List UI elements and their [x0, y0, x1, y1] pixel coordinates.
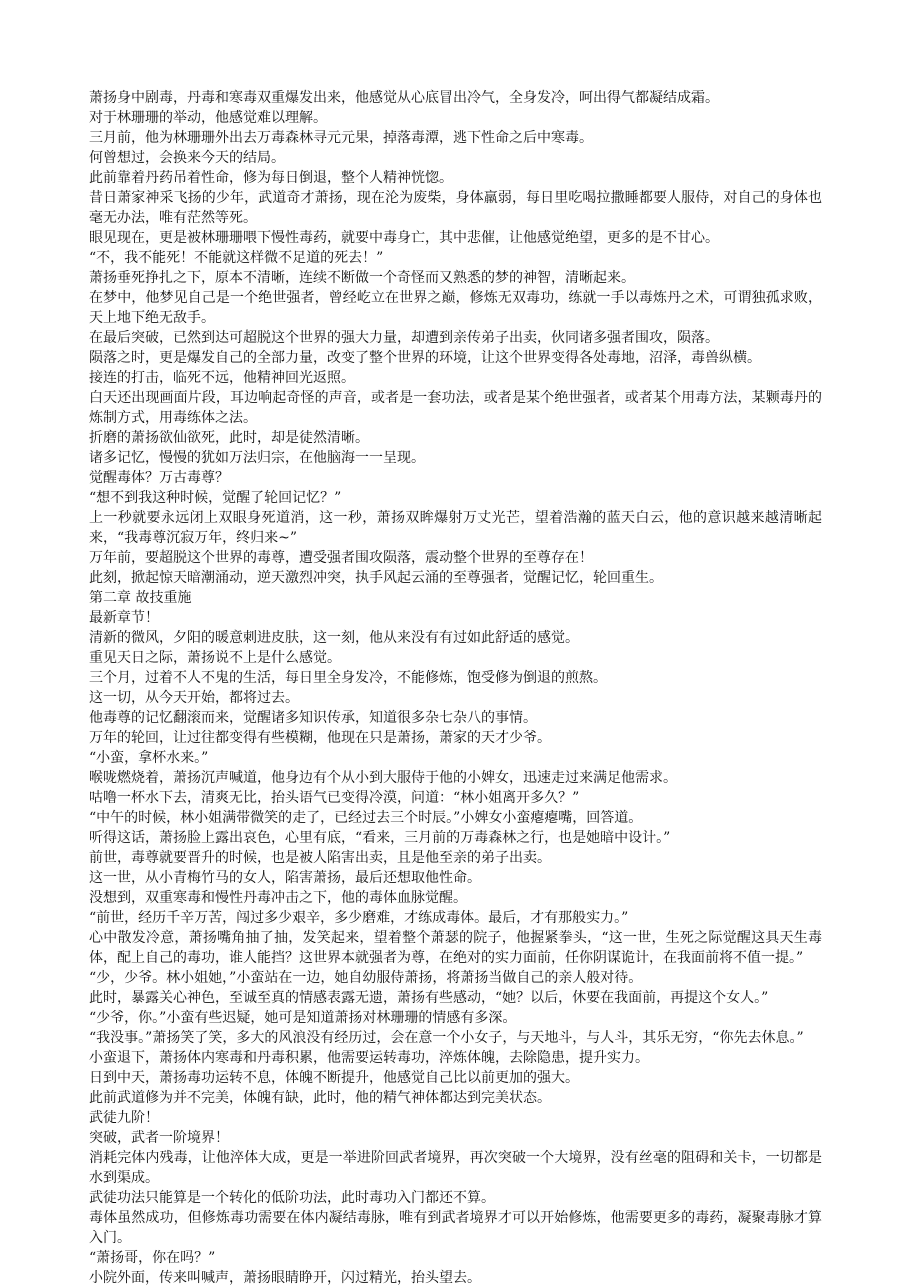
paragraph: 白天还出现画面片段，耳边响起奇怪的声音，或者是一套功法，或者是某个绝世强者，或者某个用毒方法，某颗毒丹的炼制方式，用毒练体之法。 — [89, 390, 822, 426]
paragraph: 对于林珊珊的举动，他感觉难以理解。 — [89, 110, 327, 126]
paragraph: 咕噜一杯水下去，清爽无比，抬头语气已变得冷漠，问道：“林小姐离开多久？” — [89, 790, 580, 806]
paragraph: 最新章节！ — [89, 610, 159, 626]
paragraph: “小蛮，拿杯水来。” — [89, 750, 209, 766]
paragraph: “少，少爷。林小姐她，”小蛮站在一边，她自幼服侍萧扬，将萧扬当做自己的亲人般对待。 — [89, 970, 643, 986]
paragraph: 武徒功法只能算是一个转化的低阶功法，此时毒功入门都还不算。 — [89, 1190, 495, 1206]
paragraph: 听得这话，萧扬脸上露出哀色，心里有底，“看来，三月前的万毒森林之行，也是她暗中设计。” — [89, 830, 671, 846]
paragraph: 接连的打击，临死不远，他精神回光返照。 — [89, 370, 355, 386]
paragraph: “我没事。”萧扬笑了笑，多大的风浪没有经历过，会在意一个小女子，与天地斗，与人斗，其乐无穷，“你先去休息。” — [89, 1030, 804, 1046]
paragraph: 萧扬垂死挣扎之下，原本不清晰，连续不断做一个奇怪而又熟悉的梦的神智，清晰起来。 — [89, 270, 635, 286]
paragraph: 这一世，从小青梅竹马的女人，陷害萧扬，最后还想取他性命。 — [89, 870, 481, 886]
paragraph: 昔日萧家神采飞扬的少年，武道奇才萧扬，现在沦为废柴，身体羸弱，每日里吃喝拉撒睡都要人服侍，对自己的身体也毫无办法，唯有茫然等死。 — [89, 190, 822, 226]
paragraph: 此前武道修为并不完美，体魄有缺，此时，他的精气神体都达到完美状态。 — [89, 1090, 551, 1106]
paragraph: “中午的时候，林小姐满带微笑的走了，已经过去三个时辰。”小婢女小蛮瘪瘪嘴，回答道。 — [89, 810, 643, 826]
paragraph: “前世，经历千辛万苦，闯过多少艰辛，多少磨难，才练成毒体。最后，才有那般实力。” — [89, 910, 629, 926]
paragraph: 毒体虽然成功，但修炼毒功需要在体内凝结毒脉，唯有到武者境界才可以开始修炼，他需要更多的毒药，凝聚毒脉才算入门。 — [89, 1210, 822, 1246]
paragraph: 小蛮退下，萧扬体内寒毒和丹毒积累，他需要运转毒功，淬炼体魄，去除隐患，提升实力。 — [89, 1050, 649, 1066]
paragraph: 突破，武者一阶境界！ — [89, 1130, 229, 1146]
paragraph: 此前靠着丹药吊着性命，修为每日倒退，整个人精神恍惚。 — [89, 170, 453, 186]
paragraph: 何曾想过，会换来今天的结局。 — [89, 150, 285, 166]
paragraph: 萧扬身中剧毒，丹毒和寒毒双重爆发出来，他感觉从心底冒出冷气，全身发冷，呵出得气都凝结成霜。 — [89, 90, 719, 106]
paragraph: 三月前，他为林珊珊外出去万毒森林寻元元果，掉落毒潭，逃下性命之后中寒毒。 — [89, 130, 593, 146]
paragraph: “想不到我这种时候，觉醒了轮回记忆？” — [89, 490, 342, 506]
paragraph: 清新的微风，夕阳的暖意刺进皮肤，这一刻，他从来没有有过如此舒适的感觉。 — [89, 630, 579, 646]
paragraph: 小院外面，传来叫喊声，萧扬眼睛睁开，闪过精光，抬头望去。 — [89, 1270, 481, 1286]
paragraph: 诸多记忆，慢慢的犹如万法归宗，在他脑海一一呈现。 — [89, 450, 425, 466]
paragraph: 觉醒毒体？万古毒尊？ — [89, 470, 229, 486]
paragraph: 在最后突破，已然到达可超脱这个世界的强大力量，却遭到亲传弟子出卖，伙同诸多强者围攻，陨落。 — [89, 330, 719, 346]
paragraph: 折磨的萧扬欲仙欲死，此时，却是徒然清晰。 — [89, 430, 369, 446]
paragraph: 三个月，过着不人不鬼的生活，每日里全身发冷，不能修炼，饱受修为倒退的煎熬。 — [89, 670, 607, 686]
paragraph: 万年的轮回，让过往都变得有些模糊，他现在只是萧扬，萧家的天才少爷。 — [89, 730, 551, 746]
paragraph: “少爷，你。”小蛮有些迟疑，她可是知道萧扬对林珊珊的情感有多深。 — [89, 1010, 517, 1026]
paragraph: 这一切，从今天开始，都将过去。 — [89, 690, 299, 706]
paragraph: 眼见现在，更是被林珊珊喂下慢性毒药，就要中毒身亡，其中悲催，让他感觉绝望，更多的是不甘心。 — [89, 230, 719, 246]
paragraph: 此时，暴露关心神色，至诚至真的情感表露无遗，萧扬有些感动，“她？以后，休要在我面前，再提这个女人。” — [89, 990, 769, 1006]
paragraph: 心中散发冷意，萧扬嘴角抽了抽，发笑起来，望着整个萧瑟的院子，他握紧拳头，“这一世，生死之际觉醒这具天生毒体，配上自己的毒功，谁人能挡？这世界本就强者为尊，在绝对的实力面前，任你阴谋诡计，在我面前将不值一提。” — [89, 930, 822, 966]
paragraph: 此刻，掀起惊天暗潮涌动，逆天激烈冲突，执手风起云涌的至尊强者，觉醒记忆，轮回重生。 — [89, 570, 663, 586]
paragraph: 前世，毒尊就要晋升的时候，也是被人陷害出卖，且是他至亲的弟子出卖。 — [89, 850, 551, 866]
paragraph: 他毒尊的记忆翻滚而来，觉醒诸多知识传承，知道很多杂七杂八的事情。 — [89, 710, 537, 726]
paragraph: 没想到，双重寒毒和慢性丹毒冲击之下，他的毒体血脉觉醒。 — [89, 890, 467, 906]
document-body — [89, 88, 822, 1288]
paragraph: 武徒九阶！ — [89, 1110, 159, 1126]
paragraph: 重见天日之际，萧扬说不上是什么感觉。 — [89, 650, 341, 666]
paragraph: “萧扬哥，你在吗？” — [89, 1250, 216, 1266]
paragraph: 喉咙燃烧着，萧扬沉声喊道，他身边有个从小到大服侍于他的小婢女，迅速走过来满足他需求。 — [89, 770, 677, 786]
paragraph: 陨落之时，更是爆发自己的全部力量，改变了整个世界的环境，让这个世界变得各处毒地，沼泽，毒兽纵横。 — [89, 350, 761, 366]
paragraph: 万年前，要超脱这个世界的毒尊，遭受强者围攻陨落，震动整个世界的至尊存在！ — [89, 550, 593, 566]
paragraph: 上一秒就要永远闭上双眼身死道消，这一秒，萧扬双眸爆射万丈光芒，望着浩瀚的蓝天白云，他的意识越来越清晰起来，“我毒尊沉寂万年，终归来~” — [89, 510, 822, 546]
paragraph: 在梦中，他梦见自己是一个绝世强者，曾经屹立在世界之巅，修炼无双毒功，练就一手以毒炼丹之术，可谓独孤求败，天上地下绝无敌手。 — [89, 290, 822, 326]
paragraph: 消耗完体内残毒，让他淬体大成，更是一举进阶回武者境界，再次突破一个大境界，没有丝毫的阻碍和关卡，一切都是水到渠成。 — [89, 1150, 822, 1186]
paragraph: 日到中天，萧扬毒功运转不息，体魄不断提升，他感觉自己比以前更加的强大。 — [89, 1070, 579, 1086]
paragraph: 第二章 故技重施 — [89, 590, 192, 606]
paragraph: “不，我不能死！不能就这样微不足道的死去！” — [89, 250, 384, 266]
